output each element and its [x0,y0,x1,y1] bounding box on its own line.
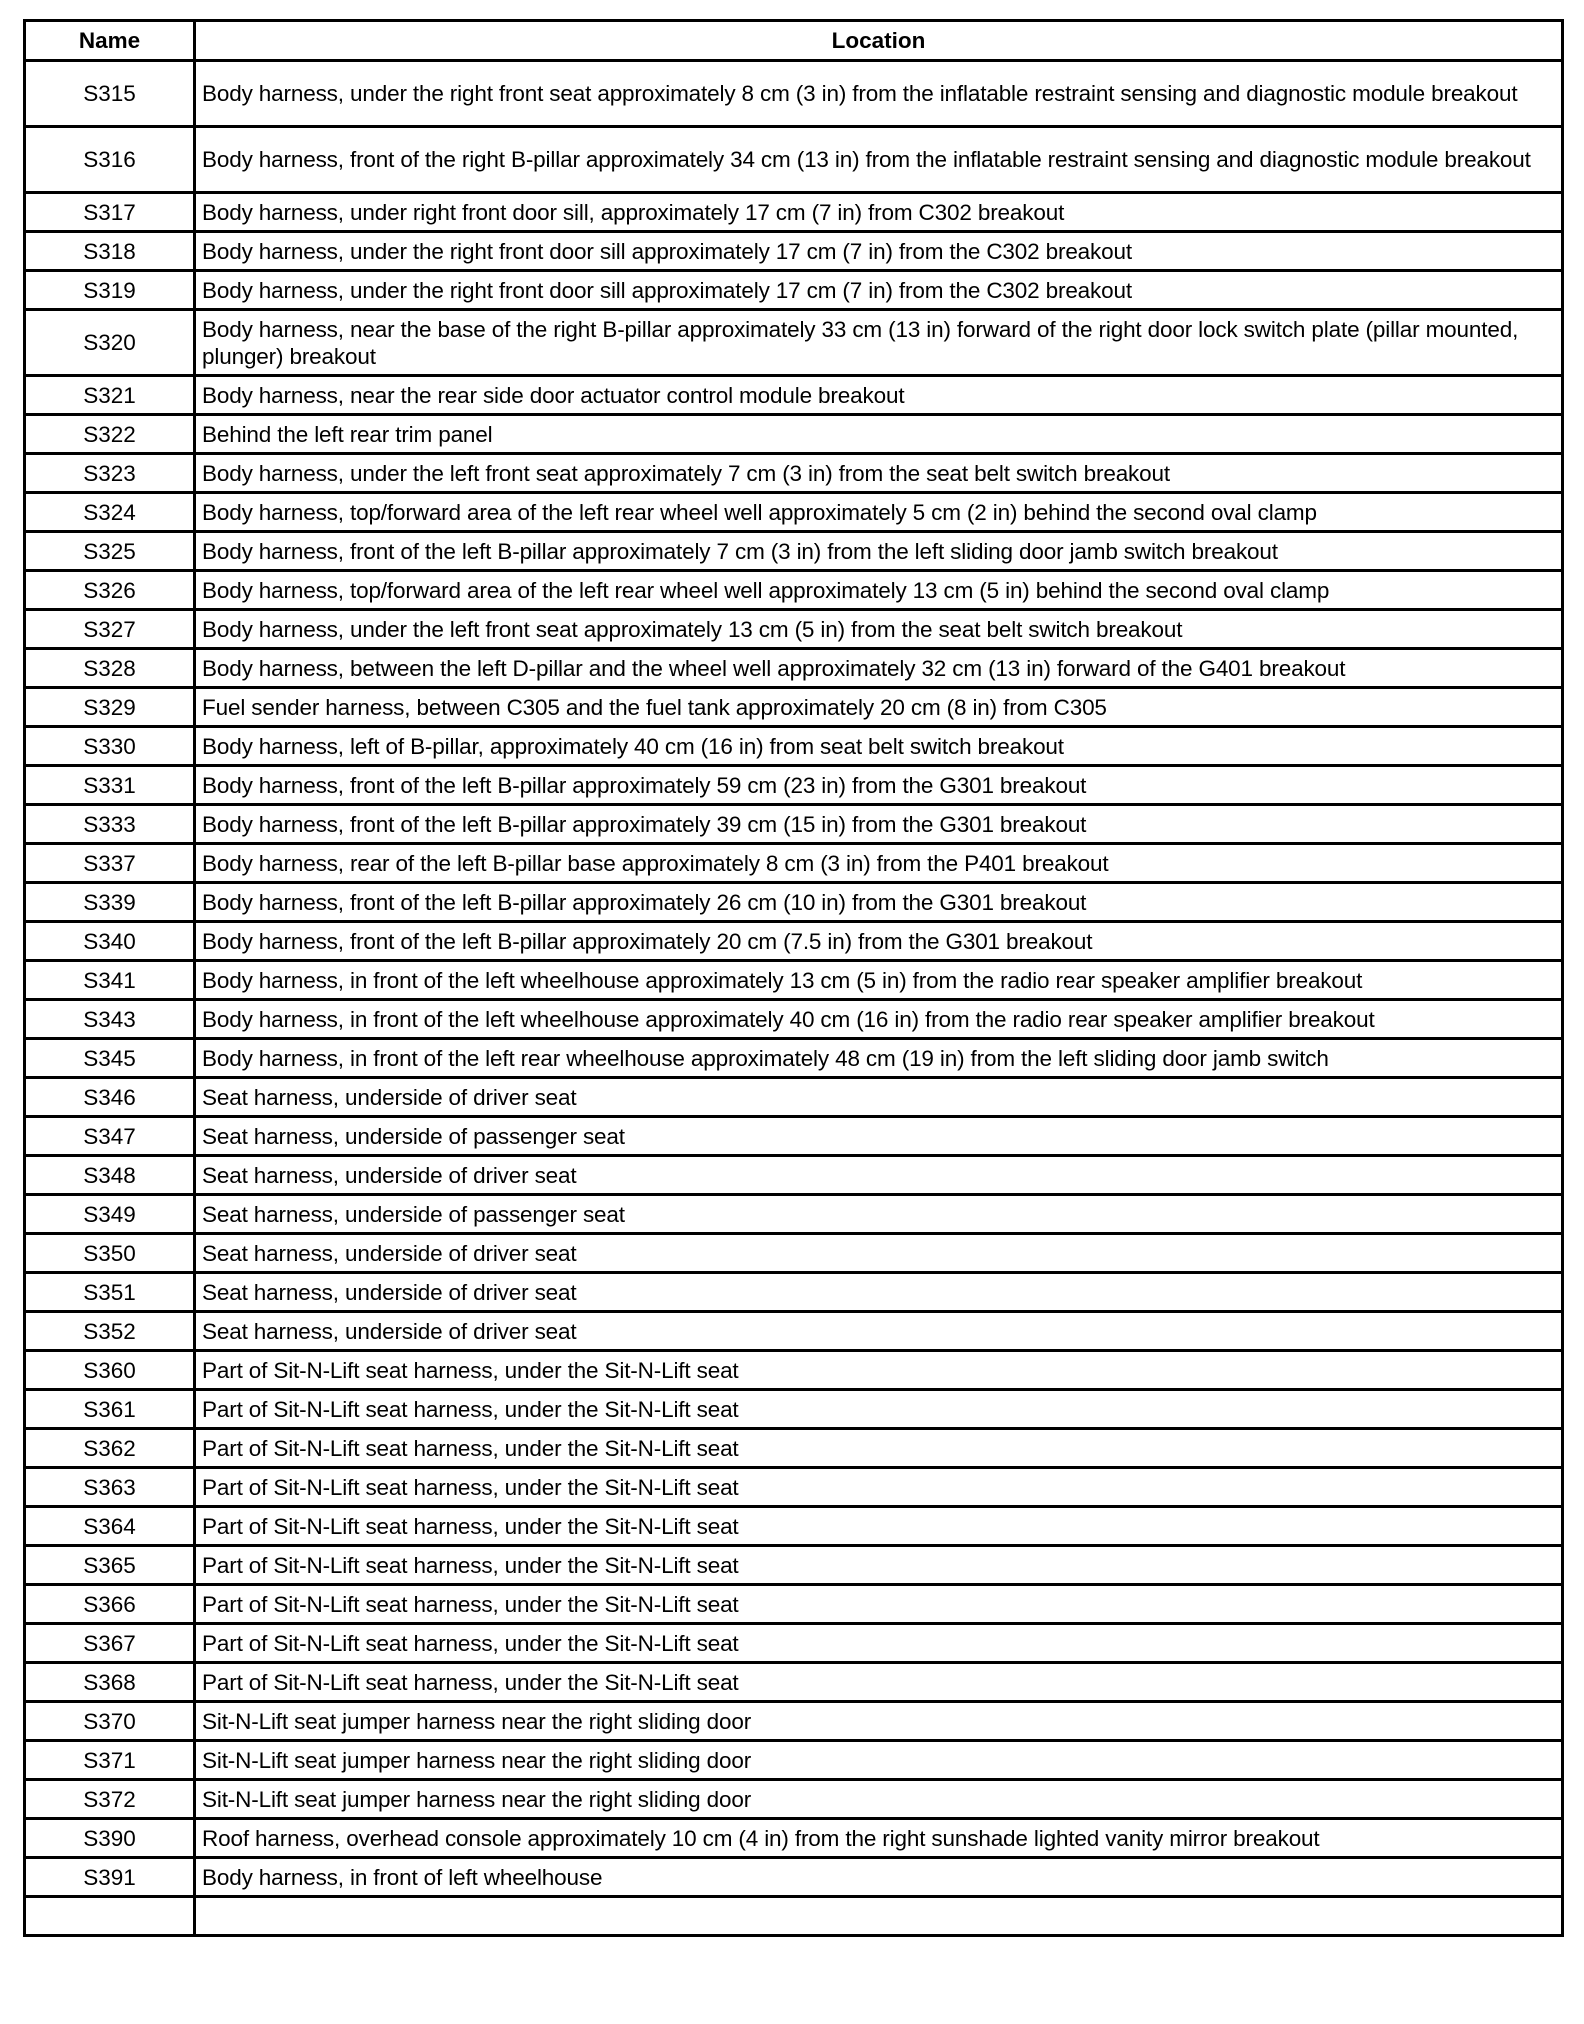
splice-location-cell: Body harness, near the base of the right B-pillar approximately 33 cm (13 in) forward of the right door lock switch plate (pillar mounted, plunger) breakout [195,310,1563,376]
splice-location-cell: Seat harness, underside of driver seat [195,1312,1563,1351]
splice-name-cell: S323 [25,454,195,493]
splice-name-cell: S320 [25,310,195,376]
table-row [25,1195,1563,1234]
table-row [25,610,1563,649]
table-row [25,571,1563,610]
splice-location-cell: Body harness, under the left front seat approximately 7 cm (3 in) from the seat belt switch breakout [195,454,1563,493]
table-row [25,1234,1563,1273]
splice-name-cell: S364 [25,1507,195,1546]
splice-name-cell: S363 [25,1468,195,1507]
table-body [25,61,1563,1936]
splice-location-cell: Body harness, front of the left B-pillar approximately 59 cm (23 in) from the G301 breakout [195,766,1563,805]
splice-name-cell: S319 [25,271,195,310]
table-row [25,766,1563,805]
splice-name-cell: S368 [25,1663,195,1702]
splice-name-cell: S361 [25,1390,195,1429]
table-row [25,271,1563,310]
splice-location-cell: Body harness, front of the left B-pillar approximately 26 cm (10 in) from the G301 breakout [195,883,1563,922]
splice-location-cell: Body harness, under right front door sill, approximately 17 cm (7 in) from C302 breakout [195,193,1563,232]
table-row [25,532,1563,571]
splice-name-cell: S348 [25,1156,195,1195]
splice-location-cell: Part of Sit-N-Lift seat harness, under the Sit-N-Lift seat [195,1507,1563,1546]
splice-location-cell: Body harness, near the rear side door actuator control module breakout [195,376,1563,415]
table-row [25,454,1563,493]
table-row [25,1351,1563,1390]
splice-name-cell: S367 [25,1624,195,1663]
splice-location-cell: Part of Sit-N-Lift seat harness, under the Sit-N-Lift seat [195,1585,1563,1624]
splice-name-cell: S317 [25,193,195,232]
splice-location-cell: Body harness, under the left front seat approximately 13 cm (5 in) from the seat belt switch breakout [195,610,1563,649]
splice-location-cell: Sit-N-Lift seat jumper harness near the right sliding door [195,1780,1563,1819]
splice-location-cell: Seat harness, underside of driver seat [195,1078,1563,1117]
splice-name-cell: S326 [25,571,195,610]
table-row [25,649,1563,688]
splice-location-cell: Body harness, front of the left B-pillar approximately 20 cm (7.5 in) from the G301 breakout [195,922,1563,961]
splice-location-cell: Body harness, top/forward area of the left rear wheel well approximately 5 cm (2 in) behind the second oval clamp [195,493,1563,532]
splice-name-cell: S349 [25,1195,195,1234]
splice-location-cell: Part of Sit-N-Lift seat harness, under the Sit-N-Lift seat [195,1429,1563,1468]
splice-name-cell: S324 [25,493,195,532]
splice-location-sheet [23,19,1561,1937]
splice-name-cell: S366 [25,1585,195,1624]
splice-location-cell: Part of Sit-N-Lift seat harness, under the Sit-N-Lift seat [195,1546,1563,1585]
splice-name-cell: S328 [25,649,195,688]
table-row [25,376,1563,415]
splice-name-cell: S347 [25,1117,195,1156]
splice-location-cell: Seat harness, underside of driver seat [195,1234,1563,1273]
table-row [25,1741,1563,1780]
table-row [25,1156,1563,1195]
table-row [25,1312,1563,1351]
splice-location-cell: Seat harness, underside of passenger seat [195,1117,1563,1156]
table-row [25,1897,1563,1936]
splice-location-cell: Body harness, between the left D-pillar and the wheel well approximately 32 cm (13 in) forward of the G401 breakout [195,649,1563,688]
splice-location-cell: Behind the left rear trim panel [195,415,1563,454]
splice-location-cell: Body harness, in front of left wheelhouse [195,1858,1563,1897]
splice-name-cell: S371 [25,1741,195,1780]
table-row [25,1468,1563,1507]
table-row [25,493,1563,532]
table-row [25,727,1563,766]
table-row [25,1117,1563,1156]
splice-name-cell: S337 [25,844,195,883]
table-row [25,1546,1563,1585]
table-row [25,883,1563,922]
splice-name-cell: S341 [25,961,195,1000]
splice-name-cell: S346 [25,1078,195,1117]
table-row [25,1624,1563,1663]
splice-location-cell: Roof harness, overhead console approximately 10 cm (4 in) from the right sunshade lighted vanity mirror breakout [195,1819,1563,1858]
splice-location-cell: Part of Sit-N-Lift seat harness, under the Sit-N-Lift seat [195,1624,1563,1663]
splice-location-cell: Seat harness, underside of driver seat [195,1273,1563,1312]
splice-location-cell: Seat harness, underside of driver seat [195,1156,1563,1195]
splice-location-cell: Sit-N-Lift seat jumper harness near the right sliding door [195,1702,1563,1741]
splice-name-cell: S331 [25,766,195,805]
splice-name-cell: S316 [25,127,195,193]
table-row [25,1858,1563,1897]
splice-location-cell [195,1897,1563,1936]
splice-location-cell: Body harness, under the right front door sill approximately 17 cm (7 in) from the C302 breakout [195,232,1563,271]
splice-name-cell: S339 [25,883,195,922]
table-row [25,1000,1563,1039]
table-row [25,1780,1563,1819]
table-row [25,1273,1563,1312]
splice-location-cell: Body harness, front of the right B-pillar approximately 34 cm (13 in) from the inflatable restraint sensing and diagnostic module breakout [195,127,1563,193]
splice-location-cell: Sit-N-Lift seat jumper harness near the right sliding door [195,1741,1563,1780]
column-header-location: Location [195,21,1563,61]
column-header-name: Name [25,21,195,61]
table-row [25,127,1563,193]
splice-location-cell: Body harness, in front of the left wheelhouse approximately 40 cm (16 in) from the radio rear speaker amplifier breakout [195,1000,1563,1039]
splice-name-cell: S321 [25,376,195,415]
splice-name-cell: S372 [25,1780,195,1819]
splice-location-cell: Body harness, in front of the left wheelhouse approximately 13 cm (5 in) from the radio rear speaker amplifier breakout [195,961,1563,1000]
splice-location-cell: Body harness, under the right front seat approximately 8 cm (3 in) from the inflatable restraint sensing and diagnostic module breakout [195,61,1563,127]
table-row [25,232,1563,271]
table-row [25,1819,1563,1858]
splice-name-cell [25,1897,195,1936]
splice-location-cell: Body harness, under the right front door sill approximately 17 cm (7 in) from the C302 breakout [195,271,1563,310]
splice-location-cell: Part of Sit-N-Lift seat harness, under the Sit-N-Lift seat [195,1351,1563,1390]
splice-name-cell: S322 [25,415,195,454]
splice-location-cell: Fuel sender harness, between C305 and the fuel tank approximately 20 cm (8 in) from C305 [195,688,1563,727]
table-row [25,1663,1563,1702]
splice-name-cell: S343 [25,1000,195,1039]
splice-name-cell: S329 [25,688,195,727]
table-row [25,688,1563,727]
splice-name-cell: S370 [25,1702,195,1741]
splice-name-cell: S340 [25,922,195,961]
splice-name-cell: S391 [25,1858,195,1897]
header-row [25,21,1563,61]
splice-location-cell: Seat harness, underside of passenger seat [195,1195,1563,1234]
table-row [25,193,1563,232]
splice-name-cell: S365 [25,1546,195,1585]
splice-location-table [23,19,1564,1937]
splice-name-cell: S352 [25,1312,195,1351]
splice-location-cell: Part of Sit-N-Lift seat harness, under the Sit-N-Lift seat [195,1468,1563,1507]
splice-name-cell: S360 [25,1351,195,1390]
splice-location-cell: Body harness, front of the left B-pillar approximately 7 cm (3 in) from the left sliding door jamb switch breakout [195,532,1563,571]
splice-location-cell: Part of Sit-N-Lift seat harness, under the Sit-N-Lift seat [195,1390,1563,1429]
table-row [25,1429,1563,1468]
splice-location-cell: Body harness, top/forward area of the left rear wheel well approximately 13 cm (5 in) behind the second oval clamp [195,571,1563,610]
splice-name-cell: S318 [25,232,195,271]
splice-location-cell: Part of Sit-N-Lift seat harness, under the Sit-N-Lift seat [195,1663,1563,1702]
splice-name-cell: S325 [25,532,195,571]
table-row [25,1039,1563,1078]
splice-name-cell: S333 [25,805,195,844]
table-row [25,310,1563,376]
splice-name-cell: S330 [25,727,195,766]
table-row [25,1585,1563,1624]
table-row [25,415,1563,454]
table-row [25,1507,1563,1546]
table-row [25,922,1563,961]
splice-name-cell: S351 [25,1273,195,1312]
table-row [25,844,1563,883]
table-row [25,1702,1563,1741]
splice-name-cell: S345 [25,1039,195,1078]
splice-location-cell: Body harness, front of the left B-pillar approximately 39 cm (15 in) from the G301 breakout [195,805,1563,844]
table-row [25,961,1563,1000]
splice-name-cell: S315 [25,61,195,127]
table-row [25,61,1563,127]
splice-name-cell: S327 [25,610,195,649]
table-row [25,805,1563,844]
splice-name-cell: S350 [25,1234,195,1273]
table-header [25,21,1563,61]
splice-location-cell: Body harness, rear of the left B-pillar base approximately 8 cm (3 in) from the P401 breakout [195,844,1563,883]
splice-name-cell: S362 [25,1429,195,1468]
table-row [25,1078,1563,1117]
table-row [25,1390,1563,1429]
splice-name-cell: S390 [25,1819,195,1858]
splice-location-cell: Body harness, in front of the left rear wheelhouse approximately 48 cm (19 in) from the left sliding door jamb switch [195,1039,1563,1078]
splice-location-cell: Body harness, left of B-pillar, approximately 40 cm (16 in) from seat belt switch breakout [195,727,1563,766]
